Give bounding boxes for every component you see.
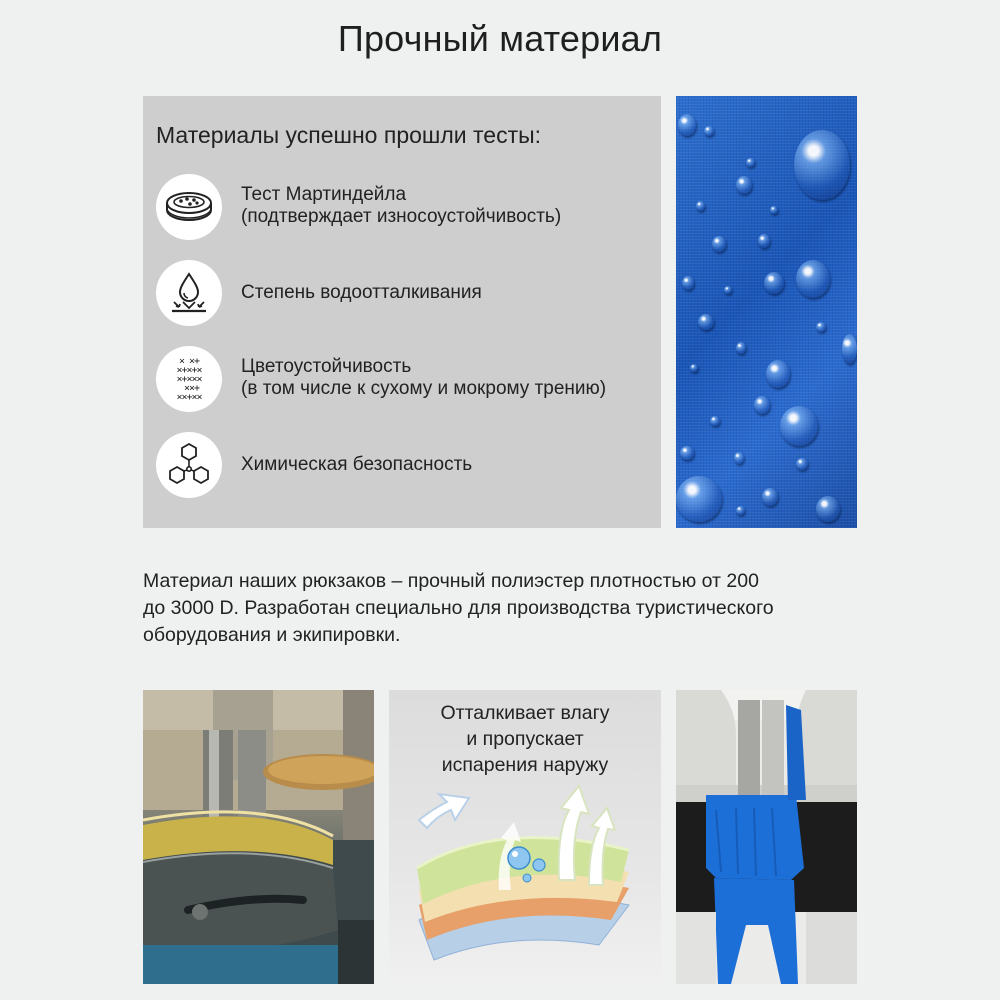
test-item-chemical-safety <box>156 432 656 504</box>
hexagon-molecule-icon <box>156 432 222 498</box>
test-item-martindale <box>156 174 656 246</box>
membrane-caption-line: Отталкивает влагу <box>440 702 610 724</box>
test-label: Тест Мартиндейла <box>241 184 407 205</box>
test-sublabel: (подтверждает износоустойчивость) <box>241 206 562 227</box>
cross-pattern-icon: × ×+ ×+×+× ×+××× ××+ ××+×× <box>156 346 222 412</box>
test-label: Степень водоотталкивания <box>241 282 482 303</box>
membrane-caption-line: испарения наружу <box>441 754 609 776</box>
test-label: Химическая безопасность <box>241 454 473 475</box>
test-item-water-repellency <box>156 260 656 332</box>
test-item-color-fastness <box>156 346 656 418</box>
membrane-caption-line: и пропускает <box>466 728 584 750</box>
test-label: Цветоустойчивость <box>241 356 412 377</box>
martindale-machine-photo <box>143 690 374 984</box>
test-sublabel: (в том числе к сухому и мокрому трению) <box>241 378 607 399</box>
water-drop-icon <box>156 260 222 326</box>
description-line: до 3000 D. Разработан специально для производства туристического <box>143 597 774 619</box>
tests-panel <box>143 96 661 528</box>
membrane-illustration <box>389 690 661 984</box>
water-drops-photo <box>676 96 857 528</box>
tests-heading: Материалы успешно прошли тесты: <box>156 122 542 148</box>
martindale-disc-icon <box>156 174 222 240</box>
description-line: оборудования и экипировки. <box>143 624 401 646</box>
description-line: Материал наших рюкзаков – прочный полиэстер плотностью от 200 <box>143 570 759 592</box>
page-title: Прочный материал <box>337 18 663 59</box>
material-description <box>143 568 863 649</box>
tensile-test-photo <box>676 690 857 984</box>
